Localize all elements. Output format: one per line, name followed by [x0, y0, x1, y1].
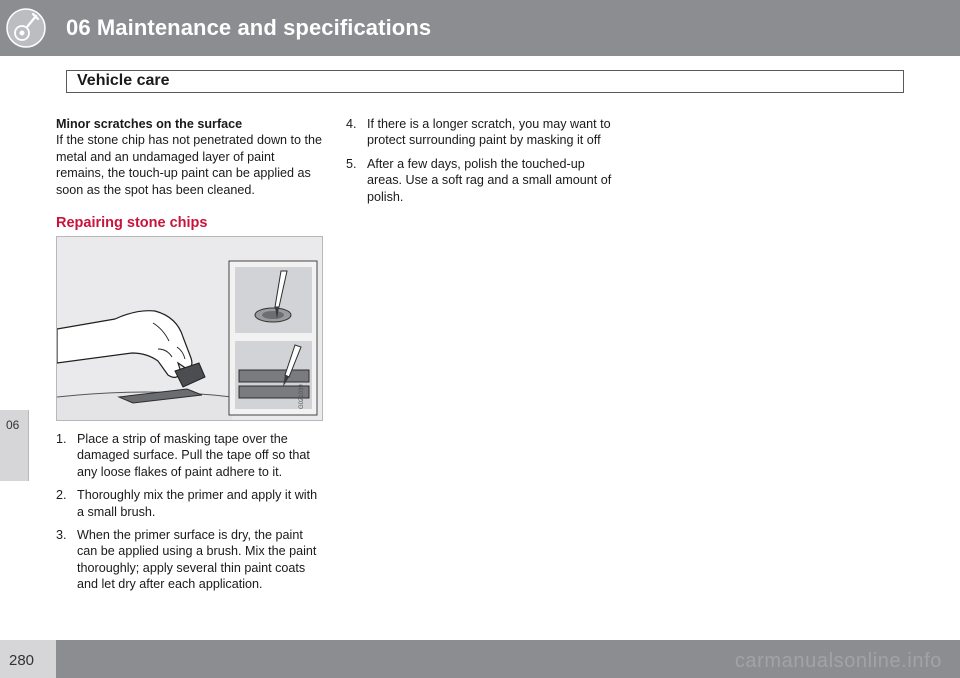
- step-number: 3.: [56, 528, 67, 543]
- page-number-box: [0, 640, 56, 678]
- wrench-gear-icon: [0, 0, 56, 56]
- step-text: If there is a longer scratch, you may want to protect surrounding paint by masking it off: [367, 117, 611, 148]
- step-number: 1.: [56, 432, 67, 446]
- watermark: carmanualsonline.info: [734, 650, 942, 672]
- stone-chip-illustration: [56, 236, 323, 421]
- step-text: After a few days, polish the touched-up areas. Use a soft rag and a small amount of polish.: [367, 156, 612, 204]
- figure-code: G021039: [299, 384, 305, 409]
- list-item: [346, 156, 616, 205]
- side-tab-label: 06: [6, 418, 20, 432]
- scratches-heading: Minor scratches on the surface: [56, 117, 243, 131]
- scratches-paragraph: If the stone chip has not penetrated down to the metal and an undamaged layer of paint remains, the touch-up paint can be applied as soon as the spot has been cleaned.: [56, 133, 323, 197]
- page-number: 280: [9, 652, 35, 669]
- section-bar: [66, 70, 904, 93]
- chapter-header: [0, 0, 960, 56]
- list-item: [56, 487, 324, 520]
- step-text: Place a strip of masking tape over the damaged surface. Pull the tape off so that any loose flakes of paint adhere to it.: [77, 432, 310, 479]
- illustration-svg: [57, 237, 322, 420]
- step-text: Thoroughly mix the primer and apply it with a small brush.: [77, 488, 318, 519]
- step-number: 4.: [346, 117, 357, 131]
- chapter-side-tab[interactable]: [0, 410, 29, 481]
- list-item: [56, 431, 324, 480]
- step-text: When the primer surface is dry, the paint can be applied using a brush. Mix the paint thoroughly; apply several thin paint coats and let dry after each application.: [77, 528, 317, 592]
- step-number: 2.: [56, 488, 67, 503]
- steps-list-left: [56, 431, 324, 600]
- section-title: Vehicle care: [77, 72, 170, 89]
- right-column: [346, 116, 616, 212]
- list-item: [56, 527, 324, 593]
- left-column-intro: [56, 116, 324, 198]
- step-number: 5.: [346, 156, 357, 171]
- chapter-title: 06 Maintenance and specifications: [66, 15, 432, 40]
- page-footer: [0, 640, 960, 678]
- list-item: [346, 116, 616, 149]
- repair-heading: Repairing stone chips: [56, 215, 208, 231]
